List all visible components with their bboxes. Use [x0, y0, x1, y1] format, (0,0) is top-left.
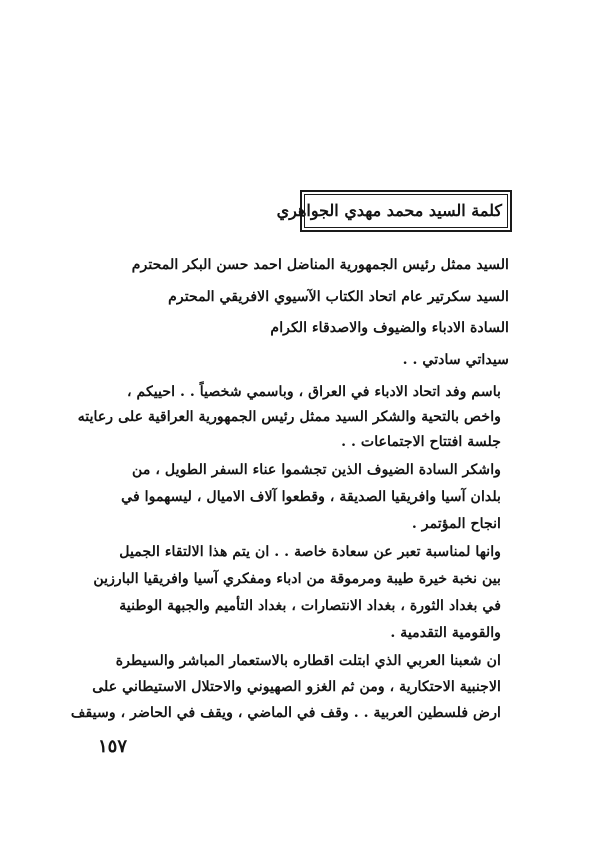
text-line: السيد سكرتير عام اتحاد الكتاب الآسيوي الافريقي المحترم [168, 289, 509, 305]
text-line: واشكر السادة الضيوف الذين تجشموا عناء السفر الطويل ، من [132, 462, 501, 478]
text-line: وانها لمناسبة تعبر عن سعادة خاصة . . ان يتم هذا الالتقاء الجميل [119, 544, 501, 560]
text-line: ان شعبنا العربي الذي ابتلت اقطاره بالاستعمار المباشر والسيطرة [115, 653, 501, 669]
text-line: بلدان آسيا وافريقيا الصديقة ، وقطعوا آلاف الاميال ، ليسهموا في [121, 489, 501, 505]
speech-title: كلمة السيد محمد مهدي الجواهري [276, 201, 502, 220]
text-line: السادة الادباء والضيوف والاصدقاء الكرام [270, 320, 509, 336]
text-line: سيداتي سادتي . . [402, 352, 509, 368]
text-line: والقومية التقدمية . [390, 625, 501, 641]
text-line: في بغداد الثورة ، بغداد الانتصارات ، بغداد التأميم والجبهة الوطنية [119, 598, 501, 614]
title-box [276, 190, 512, 232]
text-line: الاجنبية الاحتكارية ، ومن ثم الغزو الصهيوني والاحتلال الاستيطاني على [92, 679, 501, 695]
text-line: السيد ممثل رئيس الجمهورية المناضل احمد حسن البكر المحترم [131, 257, 509, 273]
text-line: جلسة افتتاح الاجتماعات . . [341, 434, 501, 450]
page-number: ١٥٧ [98, 736, 128, 757]
text-line: انجاح المؤتمر . [411, 516, 501, 532]
text-line: بين نخبة خيرة طيبة ومرموقة من ادباء ومفكري آسيا وافريقيا البارزين [93, 571, 501, 587]
text-line: باسم وفد اتحاد الادباء في العراق ، وباسمي شخصياً . . احييكم ، [126, 384, 501, 400]
text-line: ارض فلسطين العربية . . وقف في الماضي ، ويقف في الحاضر ، وسيقف [70, 705, 501, 721]
text-line: واخص بالتحية والشكر السيد ممثل رئيس الجمهورية العراقية على رعايته [77, 409, 501, 425]
